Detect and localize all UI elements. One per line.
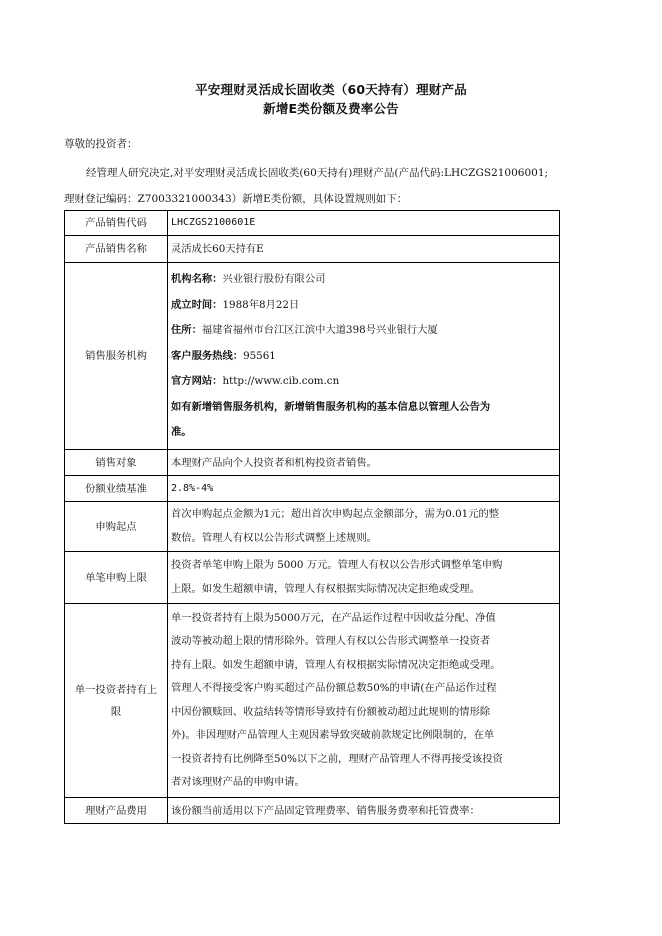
- sales-name-label: 产品销售名称: [65, 236, 168, 263]
- holding-limit-value: [168, 604, 560, 798]
- page-subtitle: 新增E类份额及费率公告: [263, 101, 399, 116]
- agency-address-label: 住所：: [171, 324, 202, 337]
- table-row: [65, 263, 560, 450]
- intro-line-1: 经管理人研究决定,对平安理财灵活成长固收类(60天持有)理财产品(产品代码:LHCZGS21006001;: [86, 167, 549, 179]
- agency-website-value: http://www.cib.com.cn: [222, 375, 340, 388]
- fees-value: 该份额当前适用以下产品固定管理费率、销售服务费率和托管费率：: [168, 798, 560, 824]
- holding-limit-line-3: 持有上限。如发生超额申请，管理人有权根据实际情况决定拒绝或受理。: [171, 658, 501, 671]
- holding-limit-label-line-2: 限: [110, 705, 122, 718]
- holding-limit-label: [65, 604, 168, 798]
- table-row: [65, 502, 560, 552]
- agency-name-label: 机构名称：: [171, 273, 223, 286]
- holding-limit-label-line-1: 单一投资者持有上: [74, 683, 158, 696]
- holding-limit-line-4: 管理人不得接受客户购买超过产品份额总数50%的申请(在产品运作过程: [171, 682, 497, 694]
- single-limit-label: 单笔申购上限: [65, 552, 168, 604]
- intro-line-2: 理财登记编码：Z7003321000343）新增E类份额，具体设置规则如下：: [64, 193, 408, 205]
- holding-limit-line-8: 者对该理财产品的申购申请。: [171, 776, 305, 788]
- sales-code-label: 产品销售代码: [65, 211, 168, 236]
- target-value: 本理财产品向个人投资者和机构投资者销售。: [168, 450, 560, 476]
- single-limit-line-1: 投资者单笔申购上限为 5000 万元。管理人有权以公告形式调整单笔申购: [171, 559, 503, 571]
- benchmark-value: 2.8%-4%: [168, 476, 560, 502]
- agency-name-value: 兴业银行股份有限公司: [222, 273, 326, 286]
- min-purchase-line-1: 首次申购起点金额为1元；超出首次申购起点金额部分，需为0.01元的整: [171, 508, 500, 520]
- min-purchase-line-2: 数倍。管理人有权以公告形式调整上述规则。: [171, 531, 377, 544]
- min-purchase-value: [168, 502, 560, 552]
- agency-founded-value: 1988年8月22日: [222, 298, 300, 311]
- product-info-table: [64, 210, 560, 824]
- holding-limit-line-1: 单一投资者持有上限为5000万元，在产品运作过程中因收益分配、净值: [171, 611, 496, 624]
- agency-website-label: 官方网站：: [171, 375, 223, 388]
- greeting: 尊敬的投资者：: [64, 138, 138, 150]
- agency-note-line-2: 准。: [171, 426, 192, 439]
- holding-limit-line-2: 波动等被动超上限的情形除外。管理人有权以公告形式调整单一投资者: [171, 635, 491, 647]
- agency-address-value: 福建省福州市台江区江滨中大道398号兴业银行大厦: [201, 324, 438, 337]
- agency-hotline-label: 客户服务热线：: [171, 349, 244, 362]
- table-row: [65, 236, 560, 263]
- holding-limit-line-7: 一投资者持有比例降至50%以下之前，理财产品管理人不得再接受该投资: [171, 752, 503, 765]
- page-title: 平安理财灵活成长固收类（60天持有）理财产品: [195, 82, 467, 97]
- min-purchase-label: 申购起点: [65, 502, 168, 552]
- agency-founded-label: 成立时间：: [171, 298, 223, 311]
- agency-details: [168, 263, 560, 450]
- benchmark-label: 份额业绩基准: [65, 476, 168, 502]
- agency-hotline-value: 95561: [243, 349, 276, 362]
- holding-limit-line-5: 中因份额赎回、收益结转等情形导致持有份额被动超过此规则的情形除: [171, 705, 491, 718]
- table-row: [65, 476, 560, 502]
- holding-limit-line-6: 外)。非因理财产品管理人主观因素导致突破前款规定比例限制的，在单: [171, 729, 495, 741]
- sales-code-value: LHCZGS2100601E: [168, 211, 560, 236]
- agency-label: 销售服务机构: [65, 263, 168, 450]
- table-row: [65, 604, 560, 798]
- agency-note-line-1: 如有新增销售服务机构，新增销售服务机构的基本信息以管理人公告为: [171, 400, 491, 413]
- sales-name-value: 灵活成长60天持有E: [168, 236, 560, 263]
- single-limit-value: [168, 552, 560, 604]
- table-row: [65, 211, 560, 236]
- single-limit-line-2: 上限。如发生超额申请，管理人有权根据实际情况决定拒绝或受理。: [171, 582, 480, 595]
- target-label: 销售对象: [65, 450, 168, 476]
- table-row: [65, 450, 560, 476]
- table-row: [65, 552, 560, 604]
- table-row: [65, 798, 560, 824]
- fees-label: 理财产品费用: [65, 798, 168, 824]
